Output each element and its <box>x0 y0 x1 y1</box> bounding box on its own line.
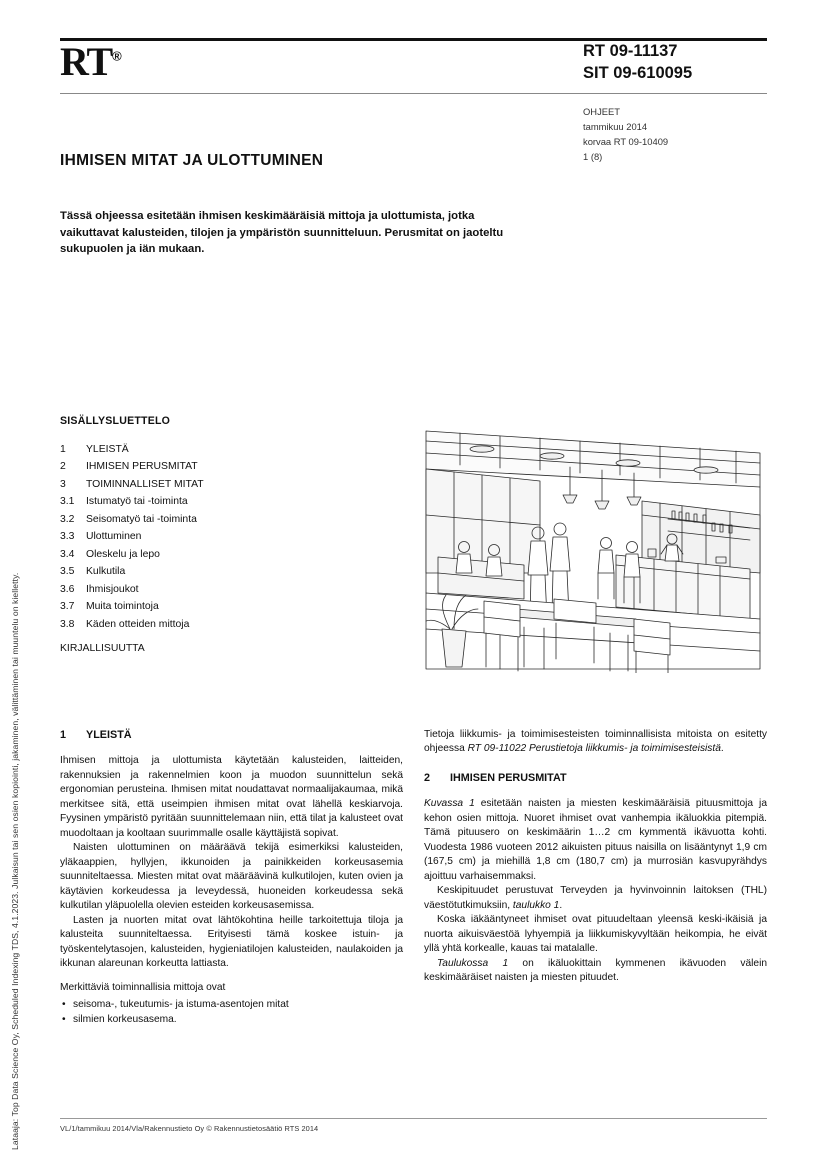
cafe-interior-drawing <box>420 423 768 673</box>
toc-title: SISÄLLYSLUETTELO <box>60 415 171 427</box>
table-reference-1: taulukko 1 <box>512 899 560 911</box>
toc-item-number: 3.3 <box>60 531 75 543</box>
toc-item-bibliography[interactable] <box>60 640 400 657</box>
section-2-paragraph-3: Koska iäkääntyneet ihmiset ovat pituudeltaan yleensä keski-ikäisiä ja nuorta aikuisväestöä lyhyempiä ja liikkumiskyvyltään heikompia, he eivät yllä yhtä korkealle, kauas tai matalalle. <box>424 914 767 955</box>
toc-item-label: Muita toimintoja <box>86 601 159 613</box>
figure-reference-1: Kuvassa 1 <box>424 798 475 810</box>
section-2-paragraph-1 <box>424 797 767 884</box>
toc-item-label: Käden otteiden mittoja <box>86 618 190 630</box>
toc-item-label: Istumatyö tai -toiminta <box>86 496 188 508</box>
header-bottom-rule <box>60 93 767 94</box>
table-reference-2: Taulukossa 1 <box>437 957 509 969</box>
section-1-paragraph-4: Merkittäviä toiminnallisia mittoja ovat <box>60 981 226 993</box>
section-2-title: IHMISEN PERUSMITAT <box>450 771 567 784</box>
toc-item-number: 3.8 <box>60 618 75 630</box>
section-1-paragraph-1: Ihmisen mittoja ja ulottumista käytetään kalusteiden, laitteiden, rakennuksien ja rakennelmien koon ja muodon suunnittelun sekä ergonomian perusteina. Ihmisen mitat noudattavat normaalijakaumaa, mikä merkitsee sitä, että useimpien ihmisen mitat ovat lähellä keskiarvoja. Fyysinen ympäristö pyritään suunnittelemaan niin, että tilat ja kalusteet ovat muodoltaan ja kooltaan suurimmalle osalle käyttäjistä sopivat. <box>60 755 403 839</box>
toc-item-3-2[interactable] <box>60 511 400 528</box>
page-title: IHMISEN MITAT JA ULOTTUMINEN <box>60 152 324 169</box>
toc-item-number: 3.7 <box>60 601 75 613</box>
toc-item-number: 3.1 <box>60 496 75 508</box>
toc-item-3-5[interactable] <box>60 563 400 580</box>
document-meta <box>583 105 668 164</box>
toc-item-number: 3.2 <box>60 513 75 525</box>
toc-item-number: 2 <box>60 461 66 473</box>
toc-item-number: 3.5 <box>60 566 75 578</box>
right-intro-text-a: Tietoja liikkumis- ja toimimisesteisten toiminnallisista mitoista on esitetty ohjeessa <box>424 729 767 755</box>
toc-item-label: TOIMINNALLISET MITAT <box>86 478 204 490</box>
toc-item-label: YLEISTÄ <box>86 444 129 455</box>
toc-item-number: 3 <box>60 478 66 490</box>
list-item: • silmien korkeusasema. <box>60 1013 403 1027</box>
rt-logo <box>60 39 121 84</box>
doc-meta-date: tammikuu 2014 <box>583 120 648 132</box>
toc-item-3-8[interactable] <box>60 616 400 633</box>
document-codes <box>583 40 692 84</box>
section-2-paragraph-2-text-b: . <box>559 899 563 911</box>
toc-item-label: Kulkutila <box>86 566 126 578</box>
section-2-paragraph-4-text: on ikäluokittain kymmenen ikävuoden välein keskimääräiset naisten ja miesten pituudet. <box>424 957 767 984</box>
document-code-rt: RT 09-11137 <box>583 42 678 60</box>
rt-logo-text: RT <box>60 39 113 84</box>
doc-meta-page: 1 (8) <box>583 150 603 162</box>
section-1-paragraph-3: Lasten ja nuorten mitat ovat lähtökohtina heille tarkoitettuja tiloja ja kalusteita suunniteltaessa. Erityisesti tämä koskee istuin- ja työskentelytasojen, kalusteiden, hygieniatilojen kalusteiden, naulakoiden ja ikkunan alareunan korkeutta lattiasta. <box>60 914 403 970</box>
toc-item-3-6[interactable] <box>60 581 400 598</box>
toc-item-3-1[interactable] <box>60 493 400 510</box>
toc-item-label: IHMISEN PERUSMITAT <box>86 461 198 473</box>
abstract-text: Tässä ohjeessa esitetään ihmisen keskimääräisiä mittoja ja ulottumista, jotka vaikuttavat kalusteiden, tilojen ja ympäristön suunnitteluun. Perusmitat on jaoteltu sukupuolen ja iän mukaan. <box>60 210 504 256</box>
section-2-paragraph-2 <box>424 884 767 913</box>
toc-item-label: Ihmisjoukot <box>86 583 139 595</box>
table-of-contents <box>60 415 400 658</box>
body-column-left <box>60 728 403 1027</box>
side-copyright-note: Lataaja: Top Data Science Oy, Scheduled Indexing TDS, 4.1.2023. Julkaisun tai sen osien kopiointi, jakaminen, välittäminen tai muuntelu on kielletty. <box>10 572 20 1150</box>
footer-text: VL/1/tammikuu 2014/Vla/Rakennustieto Oy © Rakennustietosäätiö RTS 2014 <box>60 1124 319 1133</box>
toc-item-number: 1 <box>60 444 66 455</box>
right-intro-text-b: . <box>720 743 724 755</box>
toc-item-label: Oleskelu ja lepo <box>86 548 160 560</box>
section-1-paragraph-2: Naisten ulottuminen on määräävä tekijä esimerkiksi kalusteiden, yläkaappien, hyllyjen, ikkunoiden ja painikkeiden korkeusasemia suunniteltaessa. Miesten mitat ovat määräävinä kulkutilojen, kuten ovien ja käytävien korkeudessa ja leveydessä, huoneiden korkeudessa sekä kulkutilan yläpuolella olevien esteiden korkeusasemissa. <box>60 842 403 912</box>
section-2-paragraph-4 <box>424 957 767 986</box>
toc-item-3-4[interactable] <box>60 546 400 563</box>
document-code-sit: SIT 09-610095 <box>583 64 693 83</box>
right-intro-reference: RT 09-11022 Perustietoja liikkumis- ja toimimisesteisistä <box>467 743 721 755</box>
toc-item-number: 3.4 <box>60 548 75 560</box>
section-2-number: 2 <box>424 771 431 784</box>
section-2-paragraph-1-text: esitetään naisten ja miesten keskimääräisiä pituusmittoja ja kehon osien mittoja. Nuoret ihmiset ovat vanhempia ikäluokkia pitempiä. Tämä pituusero on keskimäärin 1…2 cm kymmentä ikävuotta kohti. Vuodesta 1986 vuoteen 2012 aikuisten pituus naisilla on lisääntynyt 1,9 cm (167,5 cm) ja miehillä 1,8 cm (180,7 cm) ja murrosiän kasvupyrähdys ajoittuu varhaisemmaksi. <box>424 798 767 882</box>
cafe-interior-illustration <box>420 423 768 673</box>
toc-item-3-7[interactable] <box>60 598 400 615</box>
right-intro-paragraph <box>424 728 767 757</box>
list-item: • seisoma-, tukeutumis- ja istuma-asentojen mitat <box>60 998 403 1012</box>
toc-item-3-3[interactable] <box>60 528 400 545</box>
doc-meta-type: OHJEET <box>583 106 620 117</box>
doc-meta-replaces: korvaa RT 09-10409 <box>583 135 669 147</box>
section-1-number: 1 <box>60 729 67 741</box>
toc-item-label: Ulottuminen <box>86 531 142 543</box>
toc-item-1[interactable] <box>60 441 400 458</box>
section-1-heading <box>60 728 403 743</box>
body-column-right <box>424 728 767 986</box>
toc-item-number: 3.6 <box>60 583 75 595</box>
toc-item-3[interactable] <box>60 476 400 493</box>
toc-item-2[interactable] <box>60 458 400 475</box>
section-1-title: YLEISTÄ <box>86 729 132 741</box>
section-2-paragraph-2-text-a: Keskipituudet perustuvat Terveyden ja hyvinvoinnin laitoksen (THL) väestötutkimuksiin, <box>424 885 767 911</box>
section-2-heading <box>424 771 767 786</box>
registered-mark-icon: ® <box>112 48 121 64</box>
footer-rule <box>60 1118 767 1119</box>
toc-item-label: Seisomatyö tai -toiminta <box>86 513 197 525</box>
section-1-bullet-list <box>60 998 403 1027</box>
toc-item-label: KIRJALLISUUTTA <box>60 643 145 655</box>
